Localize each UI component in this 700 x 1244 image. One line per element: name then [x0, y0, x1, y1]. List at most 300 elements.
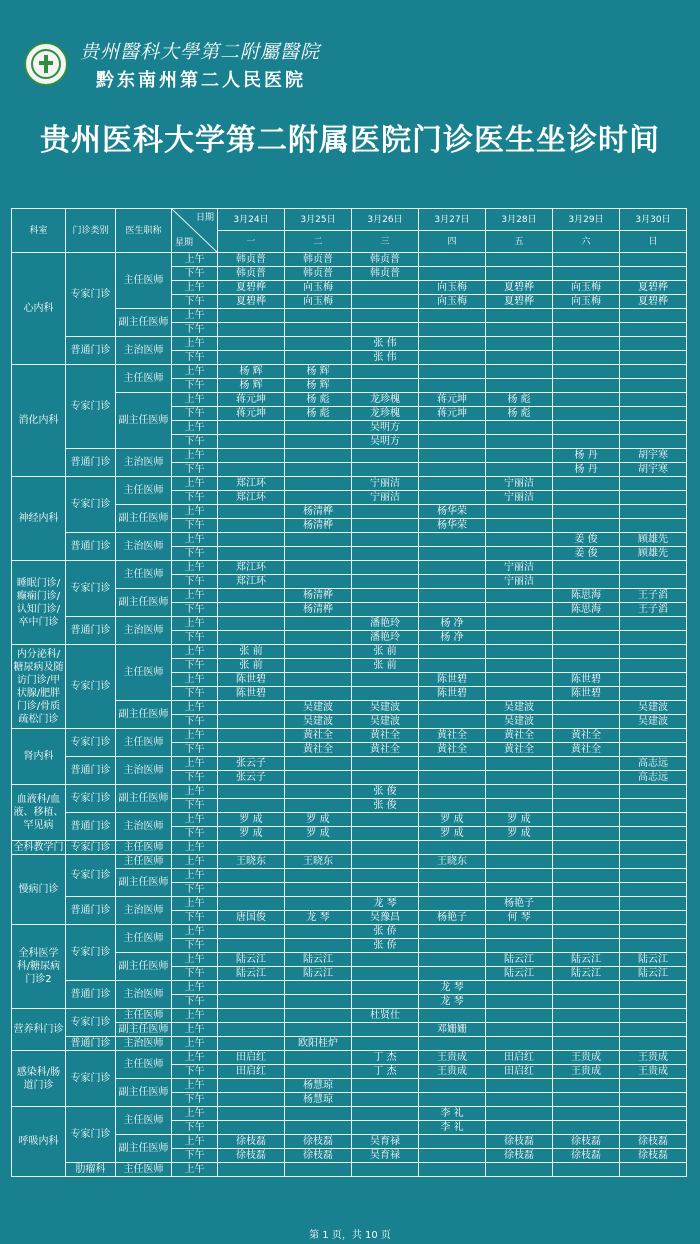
doctor-title-cell: 主治医师 — [116, 1037, 172, 1051]
doctor-cell — [620, 841, 687, 855]
doctor-cell — [352, 295, 419, 309]
doctor-cell — [419, 491, 486, 505]
header-date: 3月25日 — [285, 209, 352, 231]
doctor-cell — [486, 981, 553, 995]
doctor-cell — [620, 253, 687, 267]
clinic-type-cell: 专家门诊 — [66, 1009, 116, 1037]
doctor-cell — [352, 827, 419, 841]
doctor-cell — [218, 841, 285, 855]
doctor-cell: 龙珍槐 — [352, 407, 419, 421]
doctor-cell: 王贵成 — [620, 1051, 687, 1065]
doctor-cell — [218, 351, 285, 365]
doctor-title-cell: 主治医师 — [116, 337, 172, 365]
header-type: 门诊类别 — [66, 209, 116, 253]
doctor-cell — [486, 1107, 553, 1121]
doctor-cell — [218, 883, 285, 897]
doctor-cell: 黄社全 — [352, 743, 419, 757]
doctor-cell: 杨 辉 — [218, 379, 285, 393]
schedule-row — [12, 729, 687, 743]
doctor-cell: 杜贤仕 — [352, 1009, 419, 1023]
doctor-cell — [620, 477, 687, 491]
doctor-cell: 黄社全 — [419, 729, 486, 743]
doctor-cell — [218, 799, 285, 813]
session-cell: 下午 — [172, 463, 218, 477]
doctor-cell — [486, 645, 553, 659]
session-cell: 上午 — [172, 393, 218, 407]
doctor-cell: 吴育禄 — [352, 1135, 419, 1149]
session-cell: 下午 — [172, 519, 218, 533]
clinic-type-cell: 专家门诊 — [66, 785, 116, 813]
doctor-cell — [620, 827, 687, 841]
dept-cell: 呼吸内科 — [12, 1107, 66, 1177]
doctor-cell: 吴建波 — [620, 715, 687, 729]
dept-cell: 睡眠门诊/癫痫门诊/认知门诊/卒中门诊 — [12, 561, 66, 645]
session-cell: 下午 — [172, 379, 218, 393]
session-cell: 上午 — [172, 309, 218, 323]
doctor-cell — [486, 323, 553, 337]
doctor-cell — [285, 841, 352, 855]
doctor-cell: 陈世碧 — [419, 673, 486, 687]
doctor-cell: 陈思海 — [553, 589, 620, 603]
hospital-logo-icon — [24, 42, 68, 86]
doctor-cell: 杨 丹 — [553, 463, 620, 477]
doctor-cell — [486, 1037, 553, 1051]
doctor-cell — [553, 981, 620, 995]
doctor-cell: 罗 成 — [285, 827, 352, 841]
doctor-cell — [620, 659, 687, 673]
doctor-cell — [620, 673, 687, 687]
clinic-type-cell: 专家门诊 — [66, 645, 116, 729]
doctor-cell — [620, 309, 687, 323]
doctor-cell — [419, 701, 486, 715]
doctor-cell — [620, 813, 687, 827]
doctor-cell — [352, 463, 419, 477]
doctor-cell: 吴建波 — [285, 715, 352, 729]
doctor-cell — [486, 883, 553, 897]
doctor-cell: 吴明方 — [352, 421, 419, 435]
doctor-title-cell: 主任医师 — [116, 1009, 172, 1023]
dept-cell: 心内科 — [12, 253, 66, 365]
doctor-cell: 张 前 — [218, 645, 285, 659]
session-cell: 下午 — [172, 743, 218, 757]
doctor-cell — [553, 1163, 620, 1177]
doctor-cell — [620, 337, 687, 351]
doctor-cell — [486, 533, 553, 547]
clinic-type-cell: 专家门诊 — [66, 1107, 116, 1163]
doctor-cell — [486, 309, 553, 323]
session-cell: 上午 — [172, 253, 218, 267]
clinic-type-cell: 专家门诊 — [66, 1051, 116, 1107]
doctor-cell: 徐枝磊 — [218, 1149, 285, 1163]
doctor-cell: 韩贞普 — [218, 253, 285, 267]
session-cell: 下午 — [172, 827, 218, 841]
header-weekday: 日 — [620, 231, 687, 253]
doctor-cell: 黄社全 — [285, 743, 352, 757]
doctor-cell: 王贵成 — [620, 1065, 687, 1079]
doctor-cell — [352, 575, 419, 589]
session-cell: 下午 — [172, 687, 218, 701]
doctor-cell — [352, 1079, 419, 1093]
session-cell: 上午 — [172, 337, 218, 351]
dept-cell: 营养科门诊 — [12, 1009, 66, 1051]
session-cell: 下午 — [172, 1065, 218, 1079]
schedule-row — [12, 449, 687, 463]
doctor-cell: 杨清桦 — [285, 505, 352, 519]
doctor-cell — [285, 351, 352, 365]
doctor-cell — [553, 925, 620, 939]
doctor-cell — [218, 505, 285, 519]
doctor-cell: 龙 琴 — [419, 981, 486, 995]
doctor-cell: 陈世碧 — [419, 687, 486, 701]
session-cell: 上午 — [172, 1009, 218, 1023]
doctor-cell: 龙 琴 — [352, 897, 419, 911]
doctor-cell: 陆云江 — [218, 967, 285, 981]
doctor-cell — [553, 435, 620, 449]
doctor-cell — [553, 365, 620, 379]
doctor-title-cell: 主任医师 — [116, 253, 172, 309]
doctor-cell: 陈世碧 — [553, 687, 620, 701]
doctor-title-cell: 主任医师 — [116, 561, 172, 589]
session-cell: 下午 — [172, 1121, 218, 1135]
doctor-cell — [553, 995, 620, 1009]
session-cell: 上午 — [172, 925, 218, 939]
doctor-cell: 陆云江 — [486, 953, 553, 967]
doctor-cell — [553, 477, 620, 491]
doctor-cell — [620, 883, 687, 897]
doctor-cell — [553, 505, 620, 519]
doctor-title-cell: 主任医师 — [116, 841, 172, 855]
doctor-cell: 潘艳玲 — [352, 617, 419, 631]
doctor-cell — [419, 645, 486, 659]
doctor-cell — [218, 533, 285, 547]
doctor-cell: 吴明方 — [352, 435, 419, 449]
doctor-cell: 田启红 — [486, 1065, 553, 1079]
doctor-cell — [486, 365, 553, 379]
doctor-cell — [285, 617, 352, 631]
schedule-row — [12, 533, 687, 547]
doctor-cell: 罗 成 — [419, 827, 486, 841]
doctor-cell — [419, 841, 486, 855]
doctor-cell — [352, 1093, 419, 1107]
doctor-cell: 黄社全 — [553, 729, 620, 743]
doctor-title-cell: 主任医师 — [116, 645, 172, 701]
doctor-cell — [218, 449, 285, 463]
header-date: 3月26日 — [352, 209, 419, 231]
doctor-cell — [486, 673, 553, 687]
doctor-cell: 王晓东 — [419, 855, 486, 869]
doctor-cell — [285, 1107, 352, 1121]
doctor-cell — [419, 561, 486, 575]
doctor-cell — [419, 533, 486, 547]
doctor-cell — [553, 1079, 620, 1093]
doctor-cell: 王贵成 — [553, 1065, 620, 1079]
doctor-cell — [486, 1023, 553, 1037]
doctor-cell — [486, 631, 553, 645]
doctor-cell — [553, 813, 620, 827]
doctor-cell — [352, 757, 419, 771]
doctor-cell — [553, 1121, 620, 1135]
doctor-cell: 高志远 — [620, 771, 687, 785]
doctor-cell — [553, 1009, 620, 1023]
doctor-cell — [285, 939, 352, 953]
doctor-cell — [486, 869, 553, 883]
doctor-title-cell: 主治医师 — [116, 757, 172, 785]
doctor-cell: 韩贞普 — [352, 267, 419, 281]
doctor-cell: 宁丽洁 — [486, 575, 553, 589]
doctor-cell — [285, 1163, 352, 1177]
header-row-dates — [12, 209, 687, 231]
doctor-cell: 陈世碧 — [218, 687, 285, 701]
doctor-cell — [352, 1023, 419, 1037]
header-date: 3月28日 — [486, 209, 553, 231]
doctor-cell — [620, 1093, 687, 1107]
doctor-cell — [486, 267, 553, 281]
doctor-cell — [553, 771, 620, 785]
doctor-cell — [620, 407, 687, 421]
doctor-cell — [486, 1121, 553, 1135]
doctor-cell — [620, 687, 687, 701]
doctor-cell: 郑江环 — [218, 575, 285, 589]
doctor-cell — [620, 981, 687, 995]
doctor-cell — [285, 477, 352, 491]
doctor-cell — [352, 967, 419, 981]
doctor-cell: 徐枝磊 — [486, 1135, 553, 1149]
doctor-cell: 向玉梅 — [419, 295, 486, 309]
doctor-cell: 徐枝磊 — [218, 1135, 285, 1149]
doctor-cell — [486, 379, 553, 393]
doctor-cell: 陈世碧 — [218, 673, 285, 687]
session-cell: 上午 — [172, 729, 218, 743]
session-cell: 下午 — [172, 351, 218, 365]
doctor-cell: 徐枝磊 — [285, 1149, 352, 1163]
header-date: 3月24日 — [218, 209, 285, 231]
doctor-cell — [419, 337, 486, 351]
session-cell: 上午 — [172, 281, 218, 295]
header-weekday: 六 — [553, 231, 620, 253]
doctor-cell — [218, 323, 285, 337]
doctor-cell: 姜 俊 — [553, 547, 620, 561]
session-cell: 上午 — [172, 813, 218, 827]
doctor-cell — [620, 729, 687, 743]
doctor-cell — [486, 925, 553, 939]
doctor-cell: 夏碧桦 — [486, 295, 553, 309]
doctor-cell — [486, 617, 553, 631]
session-cell: 下午 — [172, 1149, 218, 1163]
doctor-cell: 顾雄先 — [620, 533, 687, 547]
doctor-cell — [352, 533, 419, 547]
doctor-cell: 宁丽洁 — [486, 477, 553, 491]
clinic-type-cell: 专家门诊 — [66, 925, 116, 981]
doctor-cell: 张 俊 — [352, 785, 419, 799]
doctor-cell — [419, 1093, 486, 1107]
doctor-title-cell: 副主任医师 — [116, 505, 172, 533]
schedule-row — [12, 1163, 687, 1177]
doctor-cell — [218, 715, 285, 729]
doctor-cell — [553, 1107, 620, 1121]
schedule-row — [12, 813, 687, 827]
doctor-cell: 黄社全 — [285, 729, 352, 743]
session-cell: 下午 — [172, 267, 218, 281]
doctor-cell — [419, 715, 486, 729]
session-cell: 上午 — [172, 757, 218, 771]
doctor-cell: 蒋元坤 — [419, 393, 486, 407]
doctor-cell: 吴建波 — [486, 701, 553, 715]
session-cell: 下午 — [172, 547, 218, 561]
doctor-cell — [486, 785, 553, 799]
doctor-cell — [553, 351, 620, 365]
dept-cell: 慢病门诊 — [12, 855, 66, 925]
doctor-cell — [553, 421, 620, 435]
doctor-cell — [553, 561, 620, 575]
doctor-cell: 杨 净 — [419, 617, 486, 631]
doctor-cell — [218, 1037, 285, 1051]
session-cell: 下午 — [172, 883, 218, 897]
doctor-cell: 陆云江 — [620, 967, 687, 981]
dept-cell: 神经内科 — [12, 477, 66, 561]
session-cell: 下午 — [172, 631, 218, 645]
session-cell: 上午 — [172, 841, 218, 855]
doctor-cell: 韩贞普 — [285, 267, 352, 281]
doctor-cell — [553, 575, 620, 589]
doctor-cell: 张 俊 — [352, 799, 419, 813]
doctor-title-cell: 副主任医师 — [116, 1079, 172, 1107]
doctor-cell — [486, 1093, 553, 1107]
doctor-cell — [486, 1009, 553, 1023]
doctor-cell — [553, 519, 620, 533]
doctor-cell — [285, 771, 352, 785]
doctor-cell: 徐枝磊 — [620, 1135, 687, 1149]
session-cell: 上午 — [172, 1107, 218, 1121]
doctor-cell — [620, 435, 687, 449]
doctor-cell — [218, 743, 285, 757]
doctor-title-cell: 主任医师 — [116, 729, 172, 757]
doctor-cell — [553, 267, 620, 281]
schedule-row — [12, 1009, 687, 1023]
doctor-cell: 陈思海 — [553, 603, 620, 617]
header-title: 医生职称 — [116, 209, 172, 253]
header-weekday-label: 星期 — [175, 238, 194, 248]
clinic-type-cell: 专家门诊 — [66, 477, 116, 533]
doctor-cell — [218, 995, 285, 1009]
header-date: 3月29日 — [553, 209, 620, 231]
doctor-cell — [553, 855, 620, 869]
doctor-cell — [218, 701, 285, 715]
doctor-cell — [620, 365, 687, 379]
doctor-cell — [419, 799, 486, 813]
schedule-row — [12, 561, 687, 575]
header-weekday: 五 — [486, 231, 553, 253]
doctor-cell: 张 伟 — [352, 337, 419, 351]
doctor-cell — [620, 505, 687, 519]
doctor-cell — [620, 1023, 687, 1037]
header-weekday: 三 — [352, 231, 419, 253]
doctor-cell: 向玉梅 — [419, 281, 486, 295]
page-footer: 第 1 页，共 10 页 — [309, 1230, 391, 1241]
doctor-cell — [620, 869, 687, 883]
doctor-cell — [419, 939, 486, 953]
doctor-title-cell: 主任医师 — [116, 1163, 172, 1177]
doctor-cell — [419, 421, 486, 435]
doctor-cell: 陆云江 — [218, 953, 285, 967]
doctor-cell — [486, 519, 553, 533]
doctor-cell — [285, 1065, 352, 1079]
header-date-label: 日期 — [195, 213, 214, 223]
schedule-row — [12, 981, 687, 995]
doctor-cell — [285, 449, 352, 463]
doctor-cell: 龙 琴 — [285, 911, 352, 925]
doctor-cell: 宁丽洁 — [352, 491, 419, 505]
doctor-cell — [620, 645, 687, 659]
doctor-cell — [419, 1149, 486, 1163]
doctor-cell — [620, 393, 687, 407]
doctor-cell: 王贵成 — [553, 1051, 620, 1065]
doctor-cell: 高志远 — [620, 757, 687, 771]
doctor-title-cell: 主治医师 — [116, 813, 172, 841]
doctor-cell: 韩贞普 — [285, 253, 352, 267]
doctor-cell — [419, 1037, 486, 1051]
doctor-cell: 龙珍槐 — [352, 393, 419, 407]
doctor-cell — [620, 421, 687, 435]
doctor-cell — [218, 729, 285, 743]
doctor-cell — [218, 1093, 285, 1107]
doctor-cell — [486, 771, 553, 785]
doctor-cell: 杨华荣 — [419, 505, 486, 519]
doctor-cell — [553, 253, 620, 267]
doctor-cell — [620, 1009, 687, 1023]
clinic-type-cell: 专家门诊 — [66, 253, 116, 337]
session-cell: 下午 — [172, 995, 218, 1009]
session-cell: 下午 — [172, 435, 218, 449]
doctor-title-cell: 主任医师 — [116, 1051, 172, 1079]
doctor-cell — [553, 1037, 620, 1051]
doctor-cell — [285, 757, 352, 771]
doctor-cell: 张 侨 — [352, 925, 419, 939]
dept-cell: 肾内科 — [12, 729, 66, 785]
clinic-type-cell: 专家门诊 — [66, 841, 116, 855]
doctor-cell — [285, 799, 352, 813]
doctor-cell: 吴建波 — [486, 715, 553, 729]
doctor-cell — [486, 799, 553, 813]
doctor-cell — [553, 617, 620, 631]
doctor-cell — [620, 1121, 687, 1135]
doctor-cell — [218, 603, 285, 617]
schedule-body — [12, 209, 687, 1177]
session-cell: 上午 — [172, 855, 218, 869]
session-cell: 下午 — [172, 603, 218, 617]
doctor-cell: 宁丽洁 — [352, 477, 419, 491]
doctor-cell — [419, 267, 486, 281]
doctor-cell: 张 前 — [352, 659, 419, 673]
doctor-cell: 胡宇寒 — [620, 449, 687, 463]
session-cell: 上午 — [172, 421, 218, 435]
session-cell: 上午 — [172, 449, 218, 463]
doctor-title-cell: 主任医师 — [116, 365, 172, 393]
doctor-cell — [620, 561, 687, 575]
session-cell: 上午 — [172, 1037, 218, 1051]
doctor-cell — [486, 463, 553, 477]
doctor-cell: 欧阳桂炉 — [285, 1037, 352, 1051]
doctor-cell — [553, 645, 620, 659]
schedule-row — [12, 925, 687, 939]
doctor-cell — [218, 939, 285, 953]
doctor-cell: 杨清桦 — [285, 589, 352, 603]
header-weekday: 一 — [218, 231, 285, 253]
doctor-title-cell: 主任医师 — [116, 925, 172, 953]
doctor-cell: 陆云江 — [620, 953, 687, 967]
doctor-cell — [285, 673, 352, 687]
doctor-cell: 王贵成 — [419, 1065, 486, 1079]
doctor-cell — [620, 1163, 687, 1177]
